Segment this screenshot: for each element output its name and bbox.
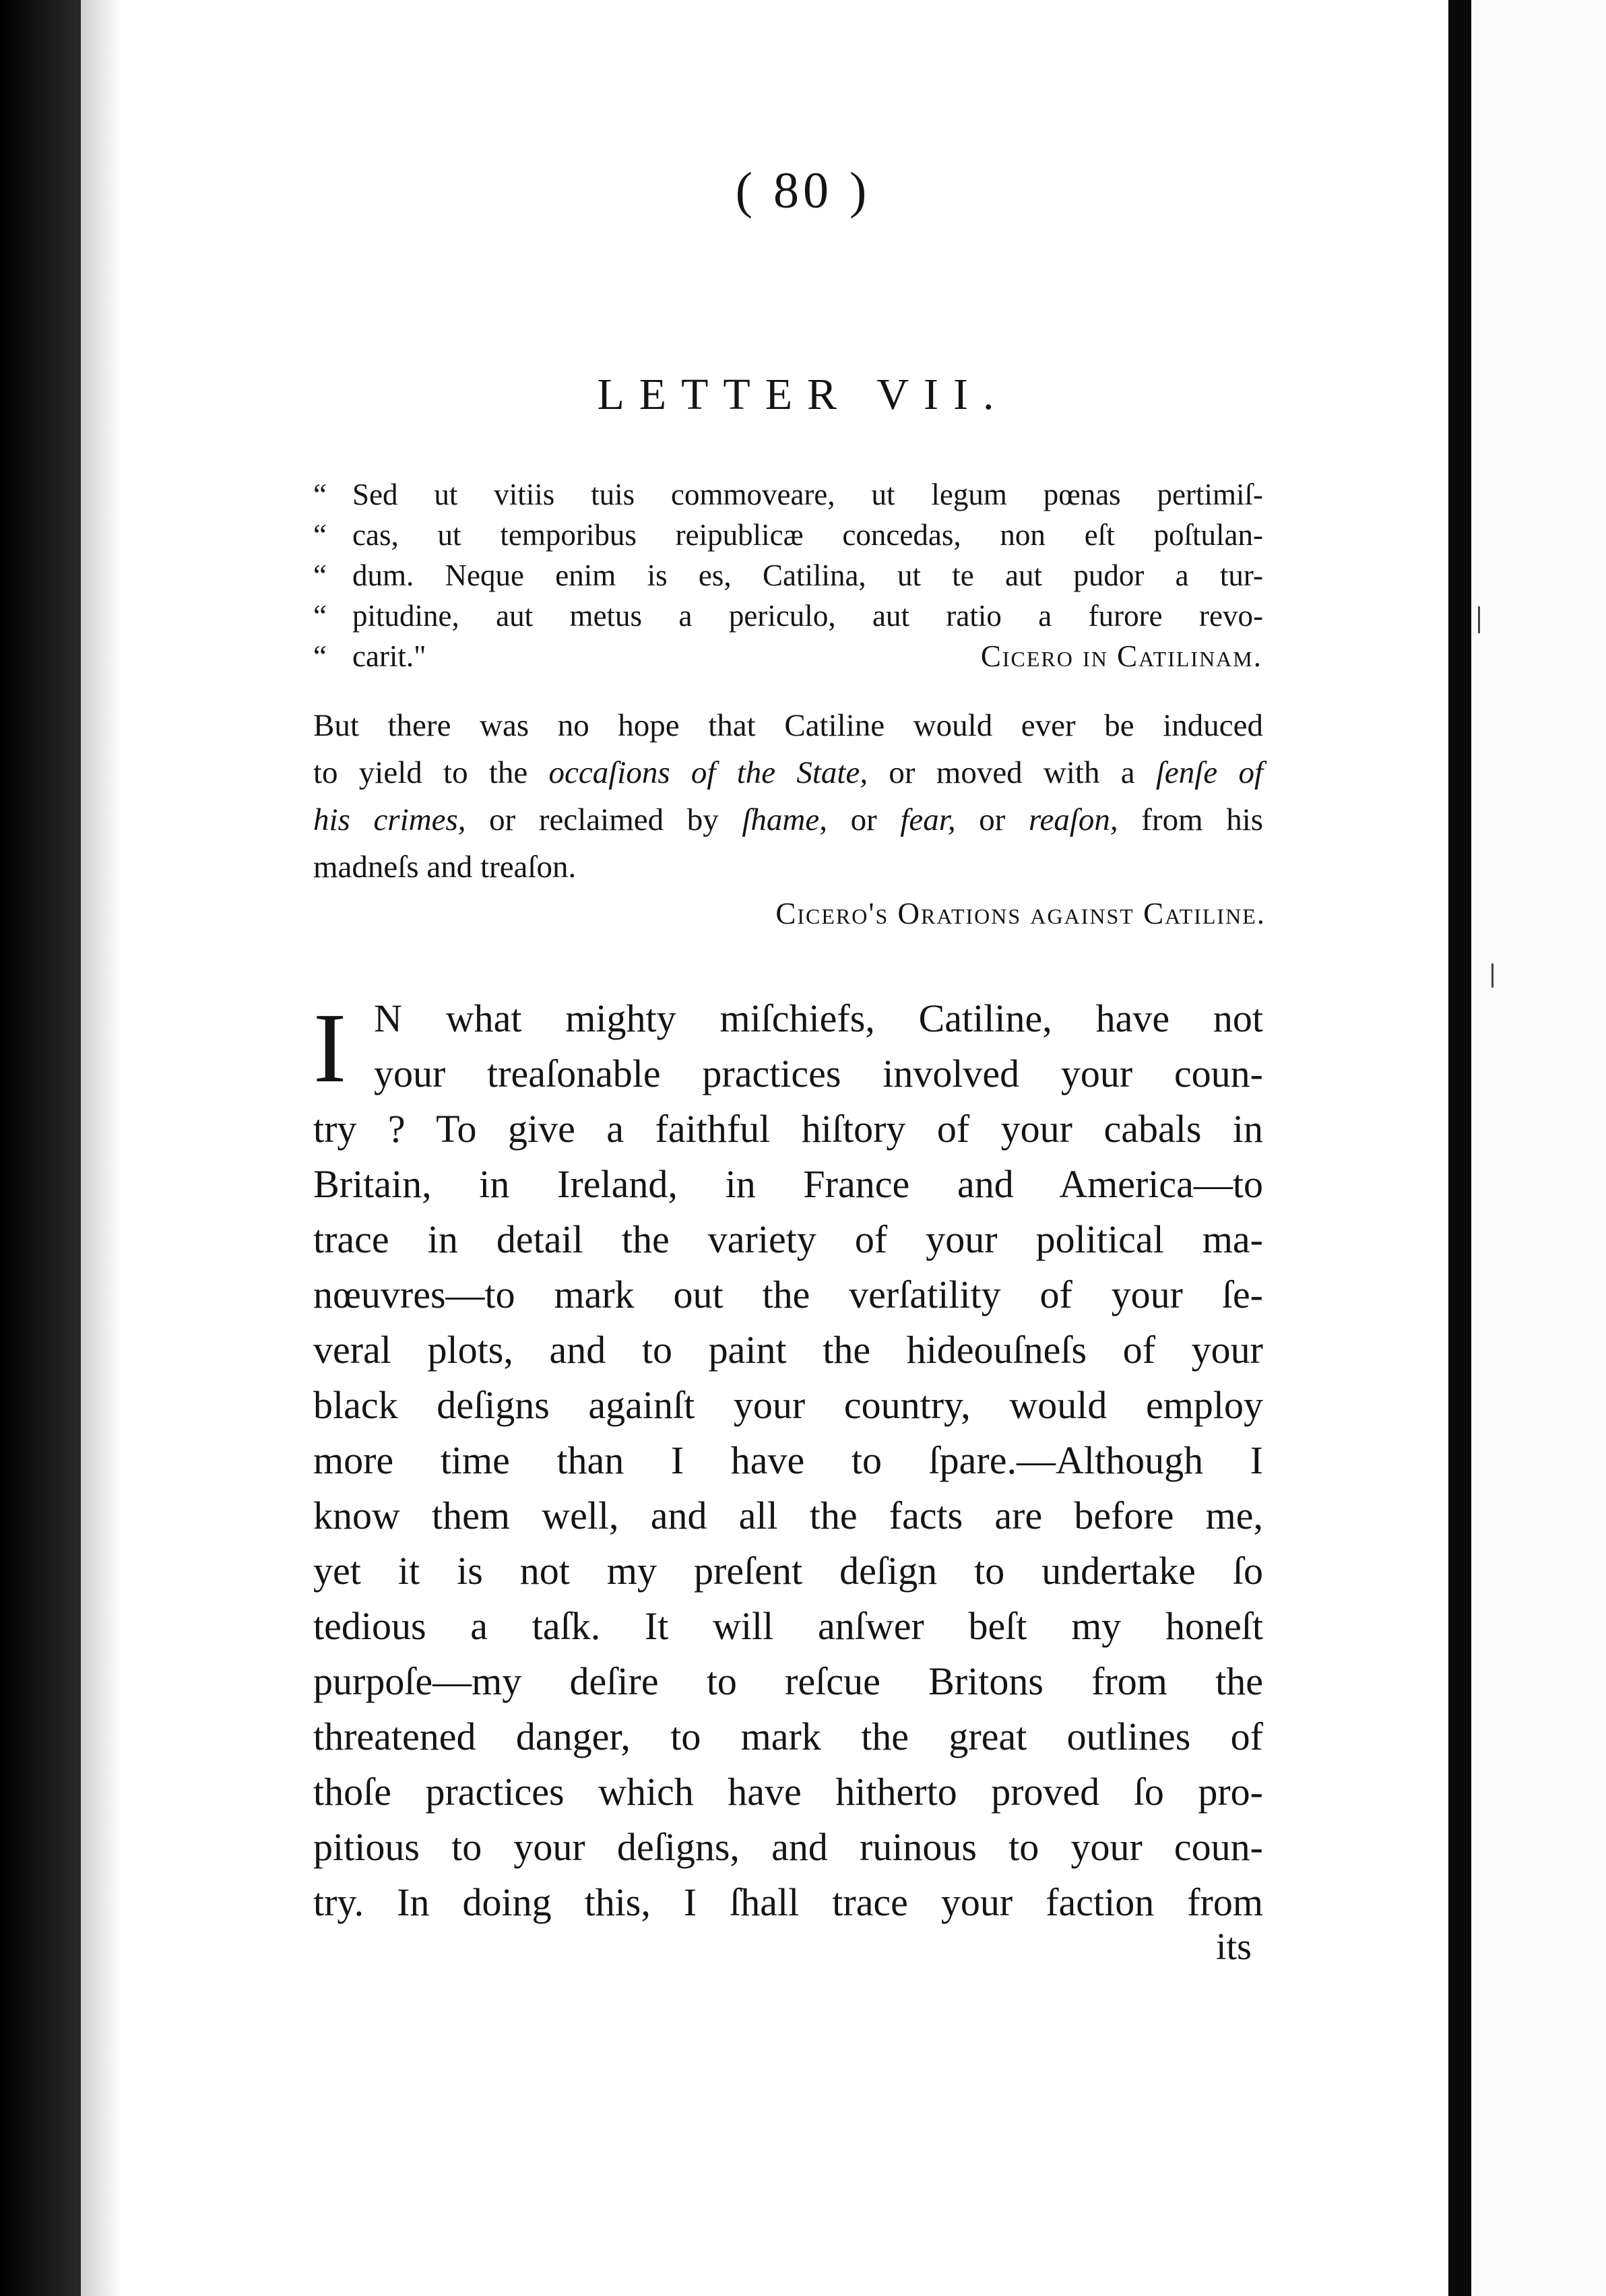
translation-italic: occaſions of the State,: [548, 755, 868, 790]
translation-line: But there was no hope that Catiline would ever be induced: [313, 708, 1263, 743]
quote-mark: “: [313, 518, 327, 552]
body-line: try. In doing this, I ſhall trace your faction from: [313, 1880, 1263, 1924]
translation-text: or moved with a: [889, 755, 1135, 790]
translation-italic: his crimes,: [313, 802, 466, 837]
translation-italic: fear,: [900, 802, 956, 837]
epigraph-text: carit.": [352, 639, 426, 673]
body-line: pitious to your deſigns, and ruinous to your coun-: [313, 1825, 1263, 1869]
epigraph-line: [313, 558, 1263, 593]
body-line: tedious a taſk. It will anſwer beſt my honeſt: [313, 1604, 1263, 1648]
translation-line: [313, 802, 1263, 838]
page-number: ( 80 ): [735, 162, 871, 219]
body-line: thoſe practices which have hitherto proved ſo pro-: [313, 1770, 1263, 1814]
body-line: Britain, in Ireland, in France and America—to: [313, 1162, 1263, 1206]
quote-mark: “: [313, 559, 327, 592]
translation-italic: reaſon,: [1028, 802, 1118, 837]
body-line: more time than I have to ſpare.—Although I: [313, 1438, 1263, 1482]
epigraph-line: [313, 598, 1263, 633]
quote-mark: “: [313, 639, 327, 673]
letter-title: LETTER VII.: [597, 370, 1009, 419]
body-line: try ? To give a faithful hiſtory of your cabals in: [313, 1107, 1263, 1151]
body-line: yet it is not my preſent deſign to undertake ſo: [313, 1549, 1263, 1593]
epigraph-text: Sed ut vitiis tuis commoveare, ut legum pœnas pertimiſ-: [352, 478, 1263, 511]
body-line: N what mighty miſchiefs, Catiline, have not: [374, 996, 1263, 1040]
epigraph-attribution: Cicero in Catilinam.: [980, 639, 1262, 673]
catchword: its: [1216, 1926, 1252, 1968]
quote-mark: “: [313, 478, 327, 511]
translation-line: [313, 755, 1263, 791]
epigraph-text: dum. Neque enim is es, Catilina, ut te aut pudor a tur-: [352, 559, 1263, 592]
facing-page-edge: [1471, 0, 1606, 2296]
body-line: veral plots, and to paint the hideouſneſs of your: [313, 1328, 1263, 1372]
body-line: nœuvres—to mark out the verſatility of your ſe-: [313, 1273, 1263, 1316]
translation-italic: ſenſe of: [1155, 755, 1264, 790]
body-line: purpoſe—my deſire to reſcue Britons from the: [313, 1659, 1263, 1703]
body-line: trace in detail the variety of your political ma-: [313, 1217, 1263, 1261]
translation-italic: ſhame,: [742, 802, 827, 837]
body-line: know them well, and all the facts are before me,: [313, 1494, 1263, 1537]
epigraph-text: cas, ut temporibus reipublicæ concedas, non eſt poſtulan-: [352, 518, 1263, 552]
quote-mark: “: [313, 599, 327, 633]
drop-cap: I: [313, 993, 347, 1104]
epigraph-text: pitudine, aut metus a periculo, aut ratio a furore revo-: [352, 599, 1263, 633]
translation-line: madneſs and treaſon.: [313, 850, 577, 885]
epigraph-line: [313, 477, 1263, 512]
translation-text: from his: [1141, 802, 1264, 837]
body-line: your treaſonable practices involved your coun-: [374, 1052, 1263, 1095]
translation-text: or: [979, 802, 1006, 837]
facing-page-mark: [1491, 963, 1493, 988]
translation-text: to yield to the: [313, 755, 528, 790]
translation-attribution: Cicero's Orations againſt Catiline.: [775, 897, 1266, 930]
body-line: black deſigns againſt your country, would employ: [313, 1383, 1263, 1427]
scan-left-edge: [0, 0, 81, 2296]
translation-text: or reclaimed by: [489, 802, 719, 837]
translation-text: or: [850, 802, 877, 837]
epigraph-line: [313, 517, 1263, 552]
facing-page-mark: [1478, 606, 1480, 633]
body-line: threatened danger, to mark the great outlines of: [313, 1715, 1263, 1758]
book-gutter: [1448, 0, 1471, 2296]
